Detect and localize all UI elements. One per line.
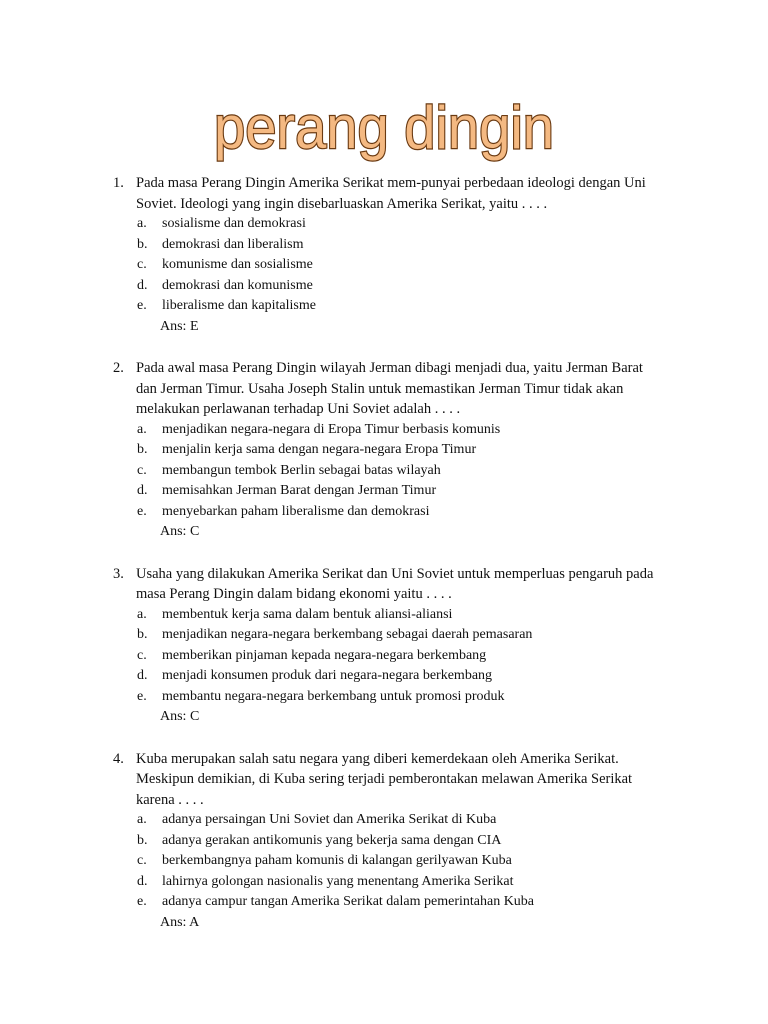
option-text: komunisme dan sosialisme [162,257,313,272]
option-letter: c. [137,647,147,663]
option-text: lahirnya golongan nasionalis yang menentang Amerika Serikat [162,873,514,889]
question-text-line: Kuba merupakan salah satu negara yang diberi kemerdekaan oleh Amerika Serikat. [136,750,619,767]
option-letter: a. [137,812,147,827]
answer-key: Ans: C [160,709,200,724]
option-letter: e. [137,688,147,704]
option-text: adanya campur tangan Amerika Serikat dalam pemerintahan Kuba [162,894,535,909]
option-letter: c. [137,853,147,868]
wordart-title-graphic [200,86,568,176]
question-2 [0,358,768,543]
option-letter: b. [137,832,148,848]
option-letter: e. [137,298,147,313]
option-list [0,214,768,317]
page-title: perang dingin [214,94,554,161]
option-text: adanya gerakan antikomunis yang bekerja sama dengan CIA [162,832,502,848]
option-letter: b. [137,442,148,457]
question-text-line: Pada awal masa Perang Dingin wilayah Jerman dibagi menjadi dua, yaitu Jerman Barat [136,360,643,376]
option-letter: c. [137,462,147,478]
question-list [0,173,768,954]
option-item [0,296,768,317]
option-item [0,831,768,852]
option-text: membantu negara-negara berkembang untuk promosi produk [162,688,505,704]
option-list [0,420,768,523]
question-number: 1. [113,175,124,191]
option-letter: d. [137,873,148,889]
question-text-line: Soviet. Ideologi yang ingin disebarluaskan Amerika Serikat, yaitu . . . . [136,195,548,212]
option-text: sosialisme dan demokrasi [162,216,306,231]
question-1 [0,173,768,337]
answer-key: Ans: C [160,524,200,539]
option-item [0,851,768,872]
option-item [0,235,768,256]
option-text: memisahkan Jerman Barat dengan Jerman Timur [162,483,437,498]
option-text: menjadikan negara-negara berkembang sebagai daerah pemasaran [162,627,533,642]
option-item [0,646,768,667]
option-letter: d. [137,668,148,683]
option-letter: d. [137,277,148,293]
option-item [0,605,768,626]
option-list [0,605,768,708]
option-text: membangun tembok Berlin sebagai batas wilayah [162,462,441,478]
question-text [136,564,696,605]
option-text: membentuk kerja sama dalam bentuk aliansi-aliansi [162,606,453,622]
question-number: 2. [113,360,124,376]
answer-key: Ans: E [160,318,199,334]
wordart-title [200,86,568,176]
question-text-line: karena . . . . [136,791,204,808]
option-letter: e. [137,503,147,519]
option-letter: e. [137,894,147,909]
question-text-line: dan Jerman Timur. Usaha Joseph Stalin untuk memastikan Jerman Timur tidak akan [136,380,624,397]
option-text: memberikan pinjaman kepada negara-negara berkembang [162,647,487,663]
option-text: liberalisme dan kapitalisme [162,298,316,313]
answer-key: Ans: A [160,914,200,930]
option-letter: a. [137,216,147,231]
option-letter: d. [137,483,148,498]
option-letter: c. [137,257,147,272]
option-letter: b. [137,236,148,252]
option-item [0,214,768,235]
option-item [0,810,768,831]
option-letter: a. [137,606,147,622]
option-text: menjadi konsumen produk dari negara-negara berkembang [162,668,493,683]
question-text-line: melakukan perlawanan terhadap Uni Soviet adalah . . . . [136,401,461,417]
option-text: berkembangnya paham komunis di kalangan gerilyawan Kuba [162,853,512,868]
question-number: 4. [113,750,124,767]
question-number: 3. [113,565,124,582]
question-text-line: Meskipun demikian, di Kuba sering terjadi pemberontakan melawan Amerika Serikat [136,771,633,787]
question-text-line: Pada masa Perang Dingin Amerika Serikat mem-punyai perbedaan ideologi dengan Uni [136,175,646,191]
question-4 [0,749,768,934]
question-text [136,358,696,420]
question-3 [0,564,768,728]
option-item [0,687,768,708]
option-text: demokrasi dan liberalism [162,236,304,252]
question-text-line: masa Perang Dingin dalam bidang ekonomi yaitu . . . . [136,586,452,602]
option-item [0,276,768,297]
option-text: adanya persaingan Uni Soviet dan Amerika Serikat di Kuba [162,812,497,827]
question-text-line: Usaha yang dilakukan Amerika Serikat dan Uni Soviet untuk memperluas pengaruh pada [136,565,654,582]
option-item [0,872,768,893]
question-text [136,173,696,214]
option-letter: a. [137,421,147,437]
option-item [0,666,768,687]
option-list [0,810,768,913]
option-letter: b. [137,627,148,642]
option-text: menyebarkan paham liberalisme dan demokrasi [162,503,430,519]
option-item [0,440,768,461]
option-item [0,892,768,913]
option-item [0,502,768,523]
option-item [0,481,768,502]
option-item [0,255,768,276]
option-item [0,461,768,482]
option-text: menjalin kerja sama dengan negara-negara Eropa Timur [162,442,477,457]
option-text: demokrasi dan komunisme [162,277,313,293]
question-text [136,749,696,811]
option-text: menjadikan negara-negara di Eropa Timur berbasis komunis [162,421,501,437]
option-item [0,625,768,646]
option-item [0,420,768,441]
